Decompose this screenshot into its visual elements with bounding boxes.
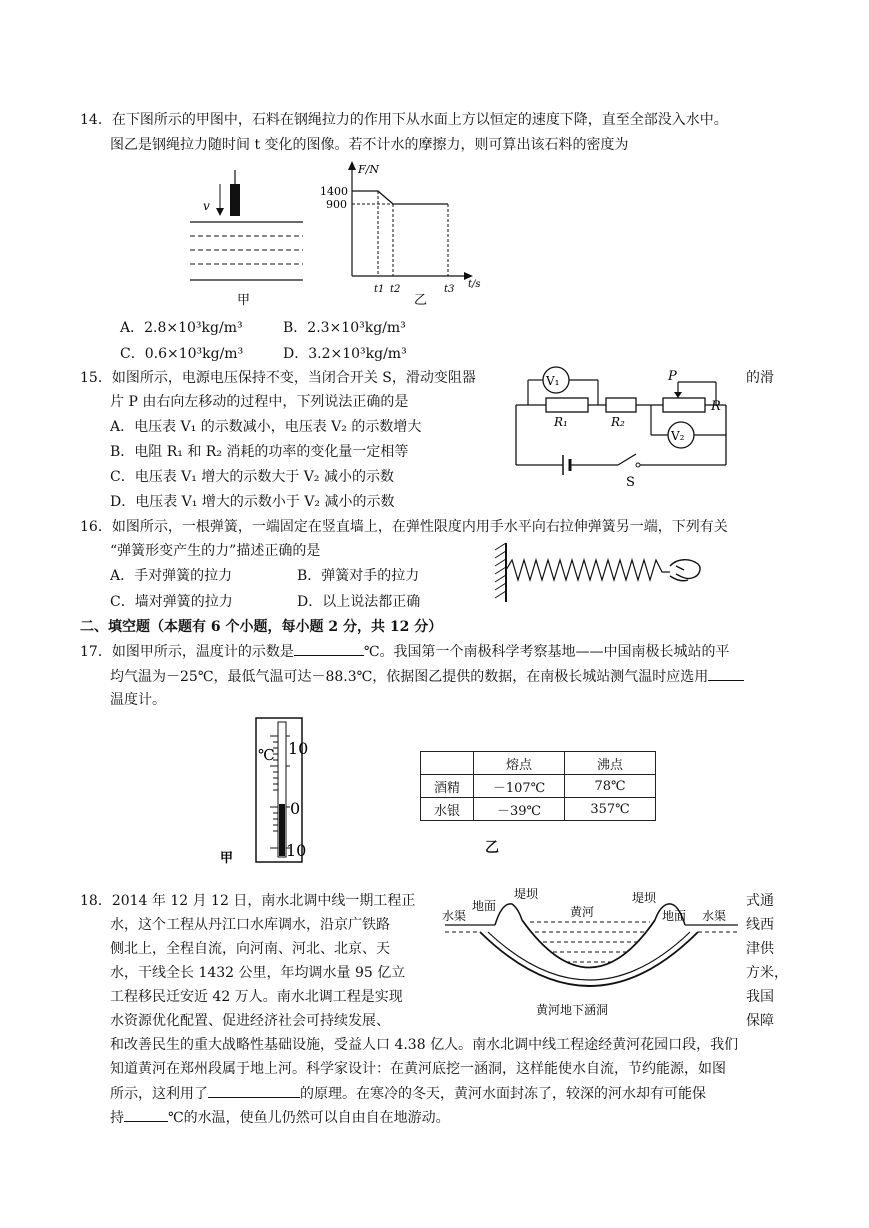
table-header-cell: 沸点 <box>565 752 656 775</box>
voltmeter-v1-label: V₁ <box>546 374 560 388</box>
label-canal-left: 水渠 <box>442 909 467 923</box>
q16-line2: “弹簧形变产生的力”描述正确的是 <box>110 543 321 559</box>
q18-line6-end: 保障 <box>746 1013 774 1029</box>
velocity-arrow-icon <box>216 208 224 216</box>
q15-line1-end: 的滑 <box>746 370 774 386</box>
thermo-label-top: 10 <box>288 739 308 758</box>
q16-option-d: D．以上说法都正确 <box>297 594 421 610</box>
q18-line4-end: 方米， <box>746 965 788 981</box>
resistor-r2 <box>606 398 636 412</box>
switch-icon <box>618 454 636 465</box>
q18-culvert-figure <box>440 880 740 1020</box>
q18-line7: 和改善民生的重大战略性基础设施，受益人口 4.38 亿人。南水北调中线工程途经黄河花园口段，我们 <box>110 1037 739 1053</box>
q14-option-b: B．2.3×10³kg/m³ <box>283 320 406 336</box>
q18-answer-blank-2[interactable] <box>124 1107 168 1122</box>
thermo-unit: ℃ <box>258 746 275 764</box>
q18-line4: 水，干线全长 1432 公里，年均调水量 95 亿立 <box>110 965 406 981</box>
velocity-label: v <box>203 199 210 213</box>
table-caption: 乙 <box>485 840 499 856</box>
q18-line9-a: 所示，这利用了 <box>110 1086 208 1102</box>
resistor-r1 <box>546 398 588 412</box>
q14-option-a: A．2.8×10³kg/m³ <box>120 320 243 336</box>
table-header-cell: 熔点 <box>474 752 565 775</box>
q17-line2-text: 均气温为－25℃，最低气温可达－88.3℃，依据图乙提供的数据，在南极长城站测气温时应选用 <box>110 669 709 685</box>
q17-line3: 温度计。 <box>110 692 166 708</box>
table-header-cell <box>421 752 474 775</box>
table-cell: 357℃ <box>565 798 656 821</box>
label-r: R <box>711 399 721 414</box>
y-axis-label: F/N <box>358 163 379 176</box>
label-r1: R₁ <box>554 415 568 429</box>
q18-line2-end: 线西 <box>746 917 774 933</box>
q14-line1: 14．在下图所示的甲图中，石料在钢绳拉力的作用下从水面上方以恒定的速度下降，直至全部没入水中。 <box>80 112 728 128</box>
q17-thermometer-figure <box>218 712 308 872</box>
q14-option-d: D．3.2×10³kg/m³ <box>283 346 407 362</box>
q16-option-a: A．手对弹簧的拉力 <box>110 568 233 584</box>
q15-option-d: D．电压表 V₁ 增大的示数小于 V₂ 减小的示数 <box>110 494 395 510</box>
slider-label-p: P <box>668 369 677 384</box>
q18-line1: 18．2014 年 12 月 12 日，南水北调中线一期工程正 <box>80 893 416 909</box>
river-bed <box>522 920 655 968</box>
dam-left <box>495 904 522 925</box>
q18-line10-b: ℃的水温，使鱼儿仍然可以自由自在地游动。 <box>168 1110 450 1126</box>
thermo-caption: 甲 <box>220 851 234 866</box>
thermo-label-bottom: 10 <box>286 841 307 860</box>
q18-line8: 知道黄河在郑州段属于地上河。科学家设计：在黄河底挖一涵洞，这样能使水自流，节约能源，如图 <box>110 1061 726 1077</box>
table-cell: 酒精 <box>421 775 474 798</box>
q18-answer-blank-1[interactable] <box>208 1083 300 1098</box>
q16-option-c: C．墙对弹簧的拉力 <box>110 594 233 610</box>
thermo-label-zero: 0 <box>290 799 301 818</box>
spring <box>506 560 670 580</box>
figure-caption-yi: 乙 <box>414 293 428 308</box>
label-ground-left: 地面 <box>472 899 497 913</box>
stone-block <box>230 184 240 216</box>
q15-line2: 片 P 由右向左移动的过程中，下列说法正确的是 <box>110 394 409 410</box>
label-dam-right: 堤坝 <box>632 891 657 905</box>
q15-option-b: B．电阻 R₁ 和 R₂ 消耗的功率的变化量一定相等 <box>110 444 409 460</box>
q15-circuit-diagram <box>508 360 736 490</box>
label-dam-left: 堤坝 <box>514 887 539 901</box>
q17-answer-blank-2[interactable] <box>708 666 744 681</box>
q14-option-c: C．0.6×10³kg/m³ <box>120 346 244 362</box>
q16-spring-figure <box>492 540 707 605</box>
y-axis-arrow-icon <box>348 161 356 170</box>
q16-option-b: B．弹簧对手的拉力 <box>297 568 420 584</box>
mercury-column <box>279 804 285 856</box>
x-axis-label: t/s <box>468 279 481 290</box>
label-r2: R₂ <box>611 415 625 429</box>
table-cell: －39℃ <box>474 798 565 821</box>
table-cell: －107℃ <box>474 775 565 798</box>
rheostat-r <box>663 398 705 412</box>
x-tick-t2: t2 <box>390 284 401 295</box>
y-tick-900: 900 <box>326 198 347 211</box>
table-row <box>421 798 656 821</box>
label-culvert: 黄河地下涵洞 <box>536 1003 609 1017</box>
x-tick-t3: t3 <box>444 284 455 295</box>
q17-melting-boiling-table <box>420 751 656 821</box>
section2-title: 二、填空题（本题有 6 个小题，每小题 2 分，共 12 分） <box>80 619 443 635</box>
q18-line10 <box>110 1107 450 1128</box>
table-cell: 78℃ <box>565 775 656 798</box>
voltmeter-v2-label: V₂ <box>671 429 685 443</box>
q17-line1 <box>80 641 730 662</box>
q18-line9 <box>110 1083 706 1104</box>
culvert-inner <box>488 932 690 980</box>
q16-line1: 16．如图所示，一根弹簧，一端固定在竖直墙上，在弹性限度内用手水平向右拉伸弹簧另一端，下列有关 <box>80 519 728 535</box>
q18-line6: 水资源优化配置、促进经济社会可持续发展、 <box>110 1013 390 1029</box>
force-curve <box>352 191 448 204</box>
q15-option-c: C．电压表 V₁ 增大的示数大于 V₂ 减小的示数 <box>110 469 394 485</box>
q15-option-a: A．电压表 V₁ 的示数减小，电压表 V₂ 的示数增大 <box>110 419 422 435</box>
q18-line1-end: 式通 <box>746 893 774 909</box>
q14-figure-jia <box>185 170 315 310</box>
q15-line1: 15．如图所示，电源电压保持不变，当闭合开关 S，滑动变阻器 <box>80 370 476 386</box>
q14-figure-yi <box>318 158 483 308</box>
slider-arrow-icon <box>674 392 682 398</box>
q17-line1-b: ℃。我国第一个南极科学考察基地——中国南极长城站的平 <box>363 644 730 660</box>
q17-line1-a: 17．如图甲所示，温度计的示数是 <box>80 644 294 660</box>
hand-icon <box>670 560 700 581</box>
q17-answer-blank-1[interactable] <box>294 641 364 656</box>
q14-line2: 图乙是钢绳拉力随时间 t 变化的图像。若不计水的摩擦力，则可算出该石料的密度为 <box>110 137 629 153</box>
q18-line3: 侧北上，全程自流，向河南、河北、北京、天 <box>110 941 390 957</box>
label-canal-right: 水渠 <box>702 909 727 923</box>
table-header-row <box>421 752 656 775</box>
q18-line5-end: 我国 <box>746 989 774 1005</box>
switch-label-s: S <box>626 475 635 490</box>
label-river: 黄河 <box>570 905 595 919</box>
table-row <box>421 775 656 798</box>
y-tick-1400: 1400 <box>320 185 348 198</box>
x-tick-t1: t1 <box>374 284 385 295</box>
q18-line2: 水，这个工程从丹江口水库调水，沿京广铁路 <box>110 917 390 933</box>
q17-line2 <box>110 666 744 687</box>
table-cell: 水银 <box>421 798 474 821</box>
q18-line5: 工程移民迁安近 42 万人。南水北调工程是实现 <box>110 989 403 1005</box>
label-ground-right: 地面 <box>662 909 687 923</box>
q18-line9-b: 的原理。在寒冷的冬天，黄河水面封冻了，较深的河水却有可能保 <box>300 1086 706 1102</box>
q18-line3-end: 津供 <box>746 941 774 957</box>
figure-caption-jia: 甲 <box>237 293 251 308</box>
culvert-outer <box>480 932 698 986</box>
q18-line10-a: 持 <box>110 1110 124 1126</box>
